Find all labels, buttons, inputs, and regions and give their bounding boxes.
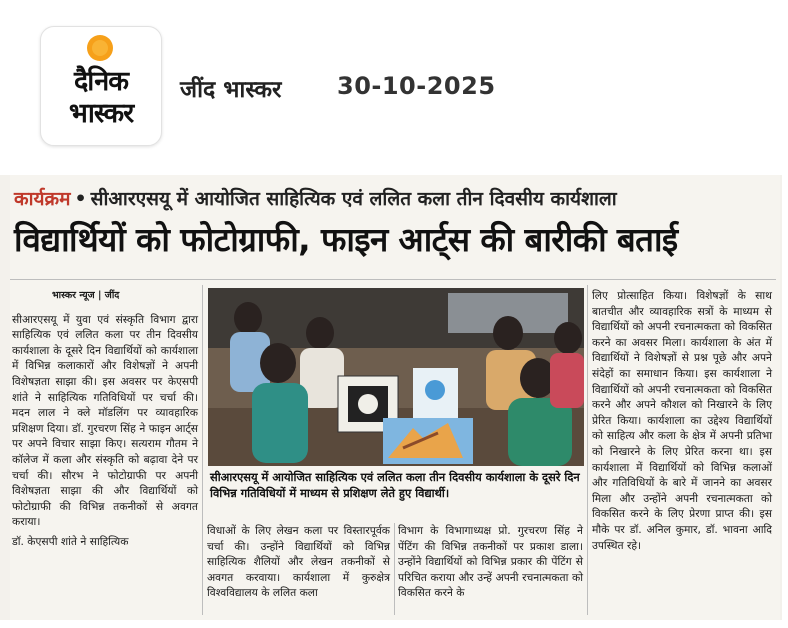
- dateline: भास्कर न्यूज | जींद: [52, 290, 120, 301]
- sun-icon: [85, 33, 115, 63]
- column-1-text: सीआरएसयू में युवा एवं संस्कृति विभाग द्वारा साहित्यिक एवं ललित कला पर तीन दिवसीय कार्यशाला के दूसरे दिन विद्यार्थियों को कार्यशाला में विभिन्न कलाकारों और विशेषज्ञों ने अपनी विशेषज्ञता साझा की। इस अवसर पर केएसपी शांते ने साहित्यिक गतिविधियों पर चर्चा की। मदन लाल ने क्ले मॉडलिंग पर व्यावहारिक प्रशिक्षण दिया। डॉ. गुरचरण सिंह ने फाइन आर्ट्स पर अपने विचार साझा किए। सत्यराम गौतम ने कॉलेज में कला और संस्कृति को बढ़ावा देने पर चर्चा की। सौरभ ने फोटोग्राफी पर अपनी विशेषज्ञता साझा की और विद्यार्थियों को फोटोग्राफी की विभिन्न तकनीकों से अवगत कराया।: [12, 312, 198, 529]
- kicker-bullet: •: [74, 188, 87, 210]
- clipping-paper: [10, 175, 780, 620]
- kicker-label: कार्यक्रम: [14, 188, 71, 210]
- article-column-4: लिए प्रोत्साहित किया। विशेषज्ञों के साथ बातचीत और व्यावहारिक सत्रों के माध्यम से विद्यार्थियों को अपनी रचनात्मकता को विकसित करने का अवसर मिला। कार्यशाला के अंत में विद्यार्थियों ने विशेषज्ञों से प्रश्न पूछे और अपने संदेहों का समाधान किया। इस कार्यशाला ने विद्यार्थियों को अपनी रचनात्मकता को विकसित करने और अपने कौशल को निखारने के लिए प्रेरित किया। कार्यशाला का उद्देश्य विद्यार्थियों को साहित्य और कला के क्षेत्र में अपनी प्रतिभा को निखारने के लिए प्रेरित करना था। इस कार्यशाला में विद्यार्थियों को विभिन्न कलाओं और गतिविधियों के बारे में जानने का अवसर मिला और उन्होंने अपनी रचनात्मकता को विकसित करने के लिए प्रेरणा प्राप्त की। इस मौके पर डॉ. अनिल कुमार, डॉ. भावना आदि उपस्थित रहे।: [592, 289, 772, 552]
- kicker: [14, 187, 617, 211]
- article-column-1: [12, 288, 198, 550]
- logo: [40, 26, 162, 146]
- article-photo: [208, 288, 584, 466]
- column-divider: [394, 523, 395, 615]
- edition-date: 30-10-2025: [337, 72, 496, 100]
- logo-text-line2: भास्कर: [68, 98, 134, 129]
- column-1-tail: डॉ. केएसपी शांते ने साहित्यिक: [12, 534, 129, 548]
- column-divider: [202, 285, 203, 615]
- edition-name: जींद भास्कर: [180, 77, 282, 103]
- article-column-3: विभाग के विभागाध्यक्ष प्रो. गुरचरण सिंह ने पेंटिंग की विभिन्न तकनीकों पर प्रकाश डाला। उन्होंने विद्यार्थियों को विभिन्न प्रकार की पेंटिंग से परिचित कराया और उन्हें अपनी रचनात्मकता को विकसित करने के: [398, 524, 583, 600]
- top-divider: [10, 279, 776, 280]
- logo-text-line1: दैनिक: [73, 66, 129, 97]
- headline: विद्यार्थियों को फोटोग्राफी, फाइन आर्ट्स की बारीकी बताई: [14, 220, 678, 259]
- students-workshop-photo: [208, 288, 584, 466]
- kicker-text: सीआरएसयू में आयोजित साहित्यिक एवं ललित कला तीन दिवसीय कार्यशाला: [90, 188, 617, 210]
- article-column-2: विधाओं के लिए लेखन कला पर विस्तारपूर्वक चर्चा की। उन्होंने विद्यार्थियों को विभिन्न साहित्यिक शैलियों और लेखन तकनीकों से अवगत करवाया। कार्यशाला में कुरुक्षेत्र विश्वविद्यालय के ललित कला: [207, 524, 390, 600]
- news-clipping: [0, 175, 782, 620]
- column-divider: [587, 285, 588, 615]
- photo-caption: सीआरएसयू में आयोजित साहित्यिक एवं ललित कला तीन दिवसीय कार्यशाला के दूसरे दिन विभिन्न गतिविधियों में माध्यम से प्रशिक्षण लेते हुए विद्यार्थी।: [210, 470, 580, 500]
